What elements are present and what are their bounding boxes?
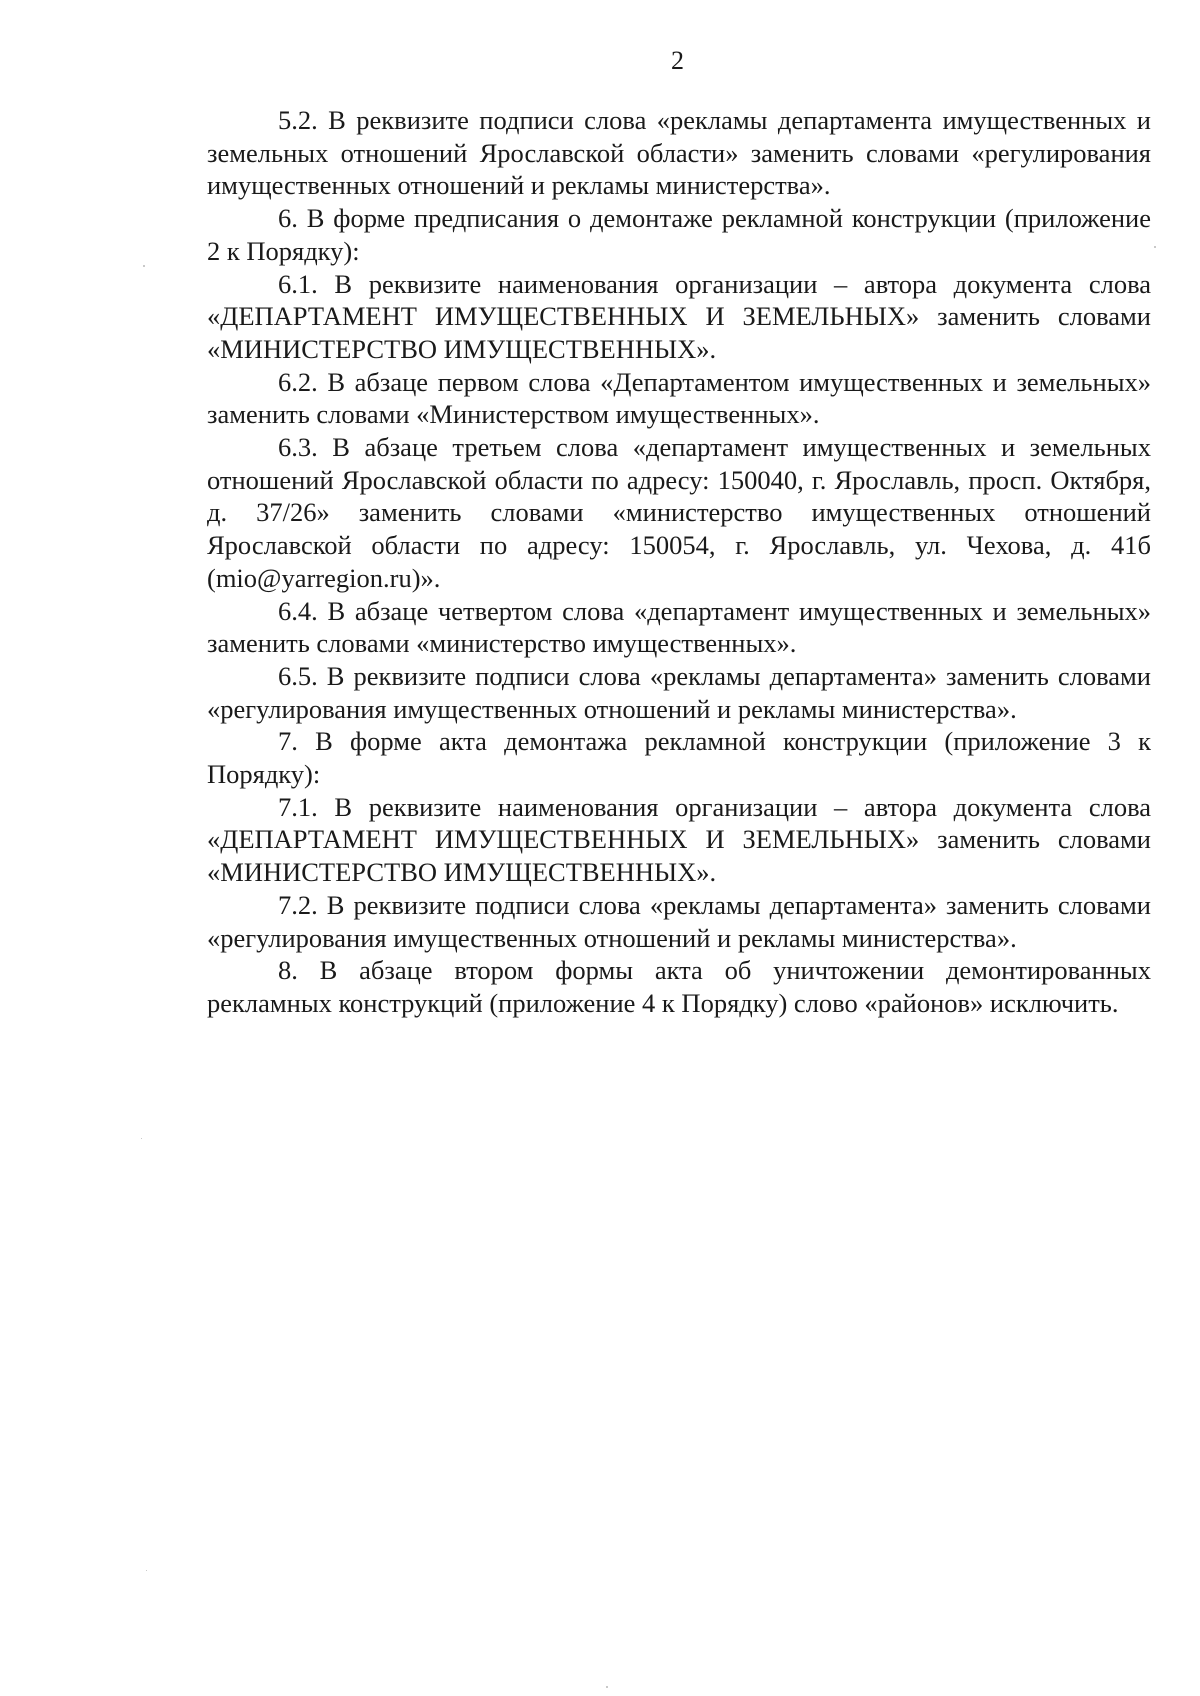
paragraph-5-2: 5.2. В реквизите подписи слова «рекламы департамента имущественных и земельных отношений Ярославской области» заменить словами «регулирования имущественных отношений и рекламы министерства». bbox=[207, 105, 1151, 201]
scan-speck bbox=[606, 1686, 608, 1688]
page-number: 2 bbox=[671, 46, 684, 75]
scan-speck bbox=[146, 1570, 147, 1571]
paragraph-6-2: 6.2. В абзаце первом слова «Департаментом имущественных и земельных» заменить словами «Министерством имущественных». bbox=[207, 366, 1151, 430]
scan-speck bbox=[141, 1138, 142, 1139]
paragraph-7-1: 7.1. В реквизите наименования организации – автора документа слова «ДЕПАРТАМЕНТ ИМУЩЕСТВЕННЫХ И ЗЕМЕЛЬНЫХ» заменить словами «МИНИСТЕРСТВО ИМУЩЕСТВЕННЫХ». bbox=[207, 791, 1151, 888]
paragraph-7-2: 7.2. В реквизите подписи слова «рекламы департамента» заменить словами «регулирования имущественных отношений и рекламы министерства». bbox=[207, 889, 1151, 953]
scan-speck bbox=[1154, 246, 1156, 248]
paragraph-6-4: 6.4. В абзаце четвертом слова «департамент имущественных и земельных» заменить словами «министерство имущественных». bbox=[207, 595, 1151, 659]
paragraph-7: 7. В форме акта демонтажа рекламной конструкции (приложение 3 к Порядку): bbox=[207, 726, 1151, 790]
document-body bbox=[207, 104, 1151, 1020]
paragraph-6: 6. В форме предписания о демонтаже рекламной конструкции (приложение 2 к Порядку): bbox=[207, 203, 1151, 266]
paragraph-6-1: 6.1. В реквизите наименования организации – автора документа слова «ДЕПАРТАМЕНТ ИМУЩЕСТВЕННЫХ И ЗЕМЕЛЬНЫХ» заменить словами «МИНИСТЕРСТВО ИМУЩЕСТВЕННЫХ». bbox=[207, 268, 1151, 364]
paragraph-6-3: 6.3. В абзаце третьем слова «департамент имущественных и земельных отношений Ярославской области по адресу: 150040, г. Ярославль, просп. Октября, д. 37/26» заменить словами «министерство имущественных отношений Ярославской области по адресу: 150054, г. Ярославль, ул. Чехова, д. 41б (mio@yarregion.ru)». bbox=[207, 432, 1151, 593]
scan-speck bbox=[143, 265, 145, 267]
paragraph-8: 8. В абзаце втором формы акта об уничтожении демонтированных рекламных конструкций (приложение 4 к Порядку) слово «районов» исключить. bbox=[207, 955, 1151, 1018]
paragraph-6-5: 6.5. В реквизите подписи слова «рекламы департамента» заменить словами «регулирования имущественных отношений и рекламы министерства». bbox=[207, 660, 1151, 724]
